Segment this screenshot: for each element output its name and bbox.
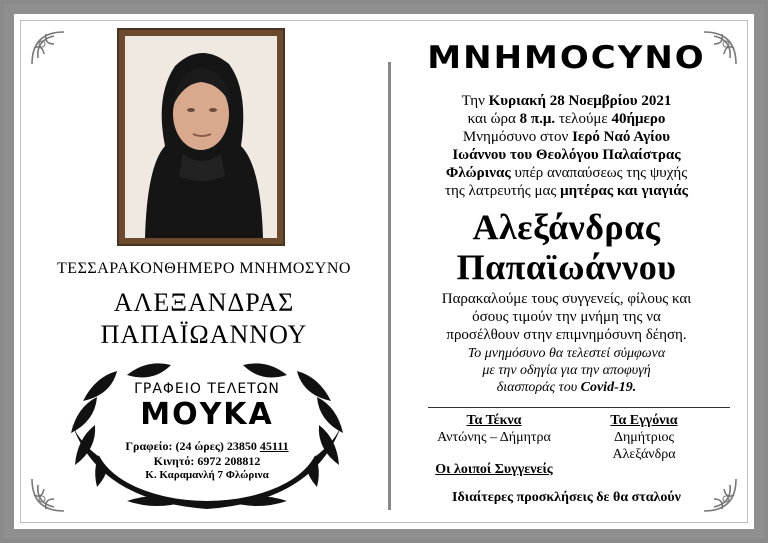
logo-line1: ΓΡΑΦΕΙΟ ΤΕΛΕΤΩΝ (134, 381, 280, 397)
children-names: Αντώνης – Δήμητρα (437, 430, 551, 445)
portrait-frame (117, 28, 285, 246)
text-line: Ιωάννου του Θεολόγου Παλαίστρας (452, 147, 681, 163)
logo-brand: ΜΟΥΚΑ (140, 397, 274, 432)
column-divider (388, 62, 391, 510)
grandchildren-heading: Τα Εγγόνια (610, 413, 678, 428)
signature-divider (428, 407, 730, 408)
grandchildren-signature (589, 412, 699, 463)
notice-sheet (14, 14, 754, 529)
text-line: Την Κυριακή 28 Νοεμβρίου 2021 (461, 93, 672, 109)
main-heading: ΜΝΗΜΟCΥΝΟ (427, 39, 706, 77)
relatives-signature: Οι λοιποί Συγγενείς (435, 462, 553, 477)
logo-address: Κ. Καραμανλή 7 Φλώρινα (145, 469, 269, 481)
portrait-photo (125, 36, 277, 238)
covid-note (399, 345, 734, 396)
corner-ornament-icon (28, 28, 72, 68)
logo-office-phone: Γραφείο: (24 ώρες) 23850 45111 (125, 439, 289, 453)
text-line: Το μνημόσυνο θα τελεστεί σύμφωνα (467, 346, 666, 361)
invitation-paragraph (399, 290, 734, 344)
text-line: Φλώρινας υπέρ αναπαύσεως της ψυχής (445, 165, 688, 181)
text-line: της λατρευτής μας μητέρας και γιαγιάς (445, 183, 688, 199)
text-line: διασποράς του Covid-19. (496, 380, 637, 395)
text-line: και ώρα 8 π.μ. τελούμε 40ήμερο (467, 111, 666, 127)
left-name-line2: ΠΑΠΑΪΩΑΝΝΟΥ (100, 320, 308, 349)
left-subtitle: ΤΕΣΣΑΡΑΚΟΝΘΗΜΕΡΟ ΜΝΗΜΟΣΥΝΟ (57, 260, 351, 277)
funeral-home-logo (57, 361, 357, 511)
text-line: με την οδηγία για την αποφυγή (482, 363, 651, 378)
grandchild-name: Αλεξάνδρα (612, 447, 676, 462)
text-line: όσους τιμούν την μνήμη της να (472, 309, 661, 325)
footer-note: Ιδιαίτερες προσκλήσεις δε θα σταλούν (452, 490, 681, 505)
deceased-first-name: Αλεξάνδρας (472, 207, 661, 247)
text-line: Παρακαλούμε τους συγγενείς, φίλους και (441, 291, 692, 307)
children-signature (414, 412, 574, 446)
outer-frame (4, 4, 764, 539)
left-name-line1: ΑΛΕΞΑΝΔΡΑΣ (113, 288, 295, 317)
deceased-last-name: Παπαϊωάννου (456, 247, 677, 287)
notice-paragraph (399, 92, 734, 200)
children-heading: Τα Τέκνα (466, 413, 522, 428)
text-line: Μνημόσυνο στον Ιερό Ναό Αγίου (462, 129, 671, 145)
logo-mobile: Κινητό: 6972 208812 (153, 454, 261, 468)
grandchild-name: Δημήτριος (613, 430, 675, 445)
text-line: προσέλθουν στην επιμνημόσυνη δέηση. (446, 327, 687, 343)
